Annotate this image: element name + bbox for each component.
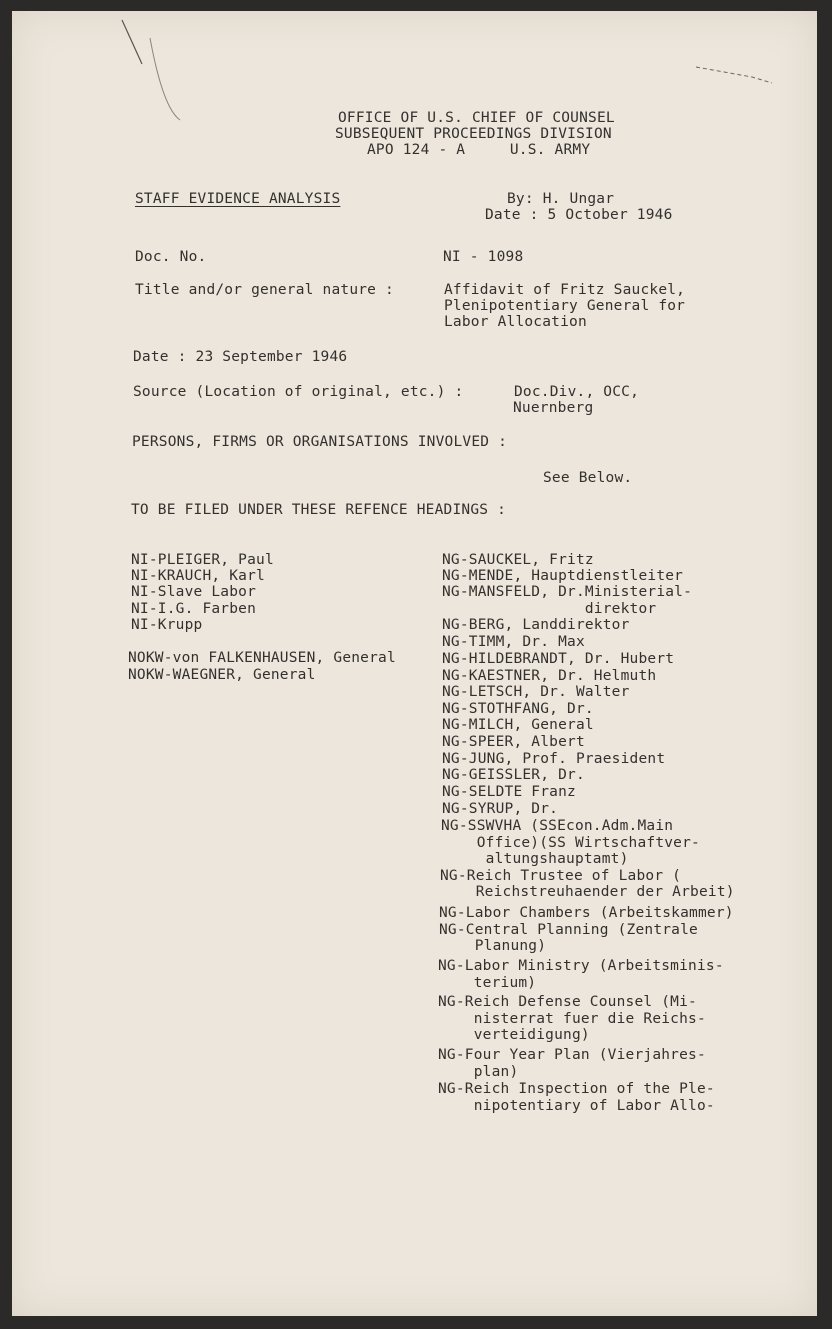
document-date: Date : 23 September 1946 [133, 349, 348, 365]
left-nokw-heading: NOKW-WAEGNER, General [128, 667, 316, 683]
right-heading: NG-Labor Ministry (Arbeitsminis- [438, 958, 724, 974]
right-heading: Office)(SS Wirtschaftver- [441, 835, 700, 851]
right-heading: NG-GEISSLER, Dr. [442, 767, 585, 783]
pencil-mark-top-left [112, 16, 192, 126]
header-line-2: SUBSEQUENT PROCEEDINGS DIVISION [335, 126, 612, 142]
document-page [12, 11, 817, 1316]
right-heading: terium) [438, 975, 537, 991]
title-nature-line-3: Labor Allocation [444, 314, 587, 330]
right-heading: NG-SELDTE Franz [442, 784, 576, 800]
right-heading: NG-SAUCKEL, Fritz [442, 552, 594, 568]
right-heading: verteidigung) [438, 1027, 590, 1043]
analysis-title: STAFF EVIDENCE ANALYSIS [135, 191, 341, 207]
right-heading: NG-Reich Inspection of the Ple- [438, 1081, 715, 1097]
source-line-2: Nuernberg [513, 400, 594, 416]
source-line-1: Doc.Div., OCC, [514, 384, 640, 400]
analysis-date: Date : 5 October 1946 [485, 207, 673, 223]
left-nokw-heading: NOKW-von FALKENHAUSEN, General [128, 650, 396, 666]
header-line-1: OFFICE OF U.S. CHIEF OF COUNSEL [338, 110, 615, 126]
right-heading: NG-Labor Chambers (Arbeitskammer) [439, 905, 734, 921]
left-heading: NI-I.G. Farben [131, 601, 257, 617]
right-heading: NG-SYRUP, Dr. [442, 801, 559, 817]
right-heading: NG-Reich Trustee of Labor ( [440, 868, 682, 884]
right-heading: NG-MANSFELD, Dr.Ministerial- [442, 584, 693, 600]
doc-label: Doc. No. [135, 249, 207, 265]
right-heading: direktor [442, 601, 657, 617]
right-heading: NG-BERG, Landdirektor [442, 617, 630, 633]
right-heading: NG-STOTHFANG, Dr. [442, 701, 594, 717]
right-heading: nipotentiary of Labor Allo- [438, 1098, 715, 1114]
right-heading: altungshauptamt) [441, 851, 629, 867]
left-heading: NI-Krupp [131, 617, 203, 633]
title-nature-line-1: Affidavit of Fritz Sauckel, [444, 282, 686, 298]
left-heading: NI-PLEIGER, Paul [131, 552, 274, 568]
right-heading: NG-TIMM, Dr. Max [442, 634, 585, 650]
right-heading: nisterrat fuer die Reichs- [438, 1011, 706, 1027]
left-heading: NI-KRAUCH, Karl [131, 568, 265, 584]
left-heading: NI-Slave Labor [131, 584, 257, 600]
right-heading: NG-SSWVHA (SSEcon.Adm.Main [441, 818, 674, 834]
right-heading: NG-Reich Defense Counsel (Mi- [438, 994, 697, 1010]
right-heading: NG-KAESTNER, Dr. Helmuth [442, 668, 657, 684]
persons-label: PERSONS, FIRMS OR ORGANISATIONS INVOLVED : [132, 434, 508, 450]
header-line-3: APO 124 - A U.S. ARMY [367, 142, 591, 158]
right-heading: NG-Four Year Plan (Vierjahres- [438, 1047, 706, 1063]
right-heading: NG-MILCH, General [442, 717, 594, 733]
source-label: Source (Location of original, etc.) : [133, 384, 464, 400]
right-heading: NG-LETSCH, Dr. Walter [442, 684, 630, 700]
title-nature-label: Title and/or general nature : [135, 282, 394, 298]
title-nature-line-2: Plenipotentiary General for [444, 298, 686, 314]
right-heading: Reichstreuhaender der Arbeit) [440, 884, 735, 900]
right-heading: NG-HILDEBRANDT, Dr. Hubert [442, 651, 675, 667]
right-heading: NG-Central Planning (Zentrale [439, 922, 698, 938]
right-heading: Planung) [439, 938, 547, 954]
right-heading: NG-SPEER, Albert [442, 734, 585, 750]
pencil-mark-top-right [692, 61, 782, 91]
analysis-by: By: H. Ungar [507, 191, 615, 207]
headings-label: TO BE FILED UNDER THESE REFENCE HEADINGS : [131, 502, 507, 518]
right-heading: plan) [438, 1064, 519, 1080]
persons-value: See Below. [543, 470, 633, 486]
doc-value: NI - 1098 [443, 249, 524, 265]
right-heading: NG-MENDE, Hauptdienstleiter [442, 568, 684, 584]
right-heading: NG-JUNG, Prof. Praesident [442, 751, 666, 767]
